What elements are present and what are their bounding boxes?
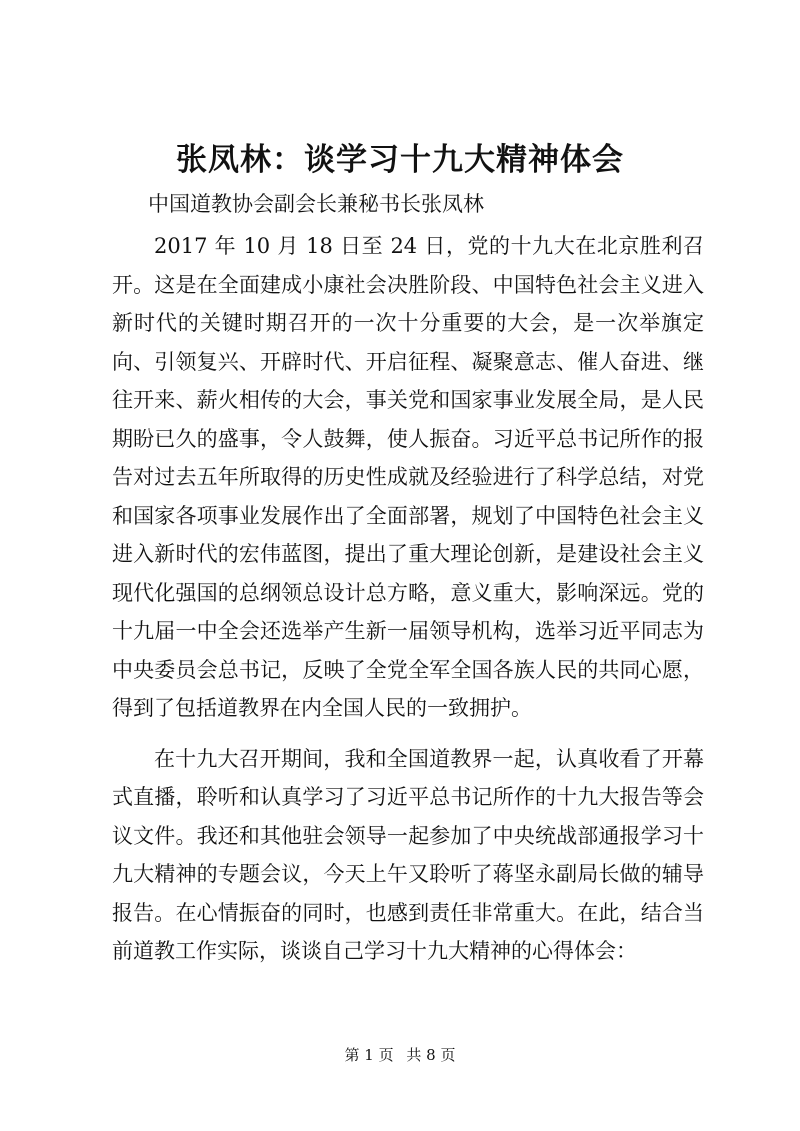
- page-number: 第 1 页: [344, 1046, 394, 1064]
- document-body: [112, 227, 704, 971]
- document-title: 张凤林：谈学习十九大精神体会: [176, 142, 624, 178]
- paragraph: 在十九大召开期间，我和全国道教界一起，认真收看了开幕式直播，聆听和认真学习了习近平总书记所作的十九大报告等会议文件。我还和其他驻会领导一起参加了中央统战部通报学习十九大精神的专题会议，今天上午又聆听了蒋坚永副局长做的辅导报告。在心情振奋的同时，也感到责任非常重大。在此，结合当前道教工作实际，谈谈自己学习十九大精神的心得体会：: [112, 746, 704, 963]
- paragraph: 2017 年 10 月 18 日至 24 日，党的十九大在北京胜利召开。这是在全面建成小康社会决胜阶段、中国特色社会主义进入新时代的关键时期召开的一次十分重要的大会，是一次举旗定向、引领复兴、开辟时代、开启征程、凝聚意志、催人奋进、继往开来、薪火相传的大会，事关党和国家事业发展全局，是人民期盼已久的盛事，令人鼓舞，使人振奋。习近平总书记所作的报告对过去五年所取得的历史性成就及经验进行了科学总结，对党和国家各项事业发展作出了全面部署，规划了中国特色社会主义进入新时代的宏伟蓝图，提出了重大理论创新，是建设社会主义现代化强国的总纲领总设计总方略，意义重大，影响深远。党的十九届一中全会还选举产生新一届领导机构，选举习近平同志为中央委员会总书记，反映了全党全军全国各族人民的共同心愿，得到了包括道教界在内全国人民的一致拥护。: [112, 234, 704, 720]
- page-total: 共 8 页: [406, 1046, 456, 1064]
- author-line: 中国道教协会副会长兼秘书长张凤林: [148, 192, 484, 216]
- page-footer: [0, 1044, 800, 1066]
